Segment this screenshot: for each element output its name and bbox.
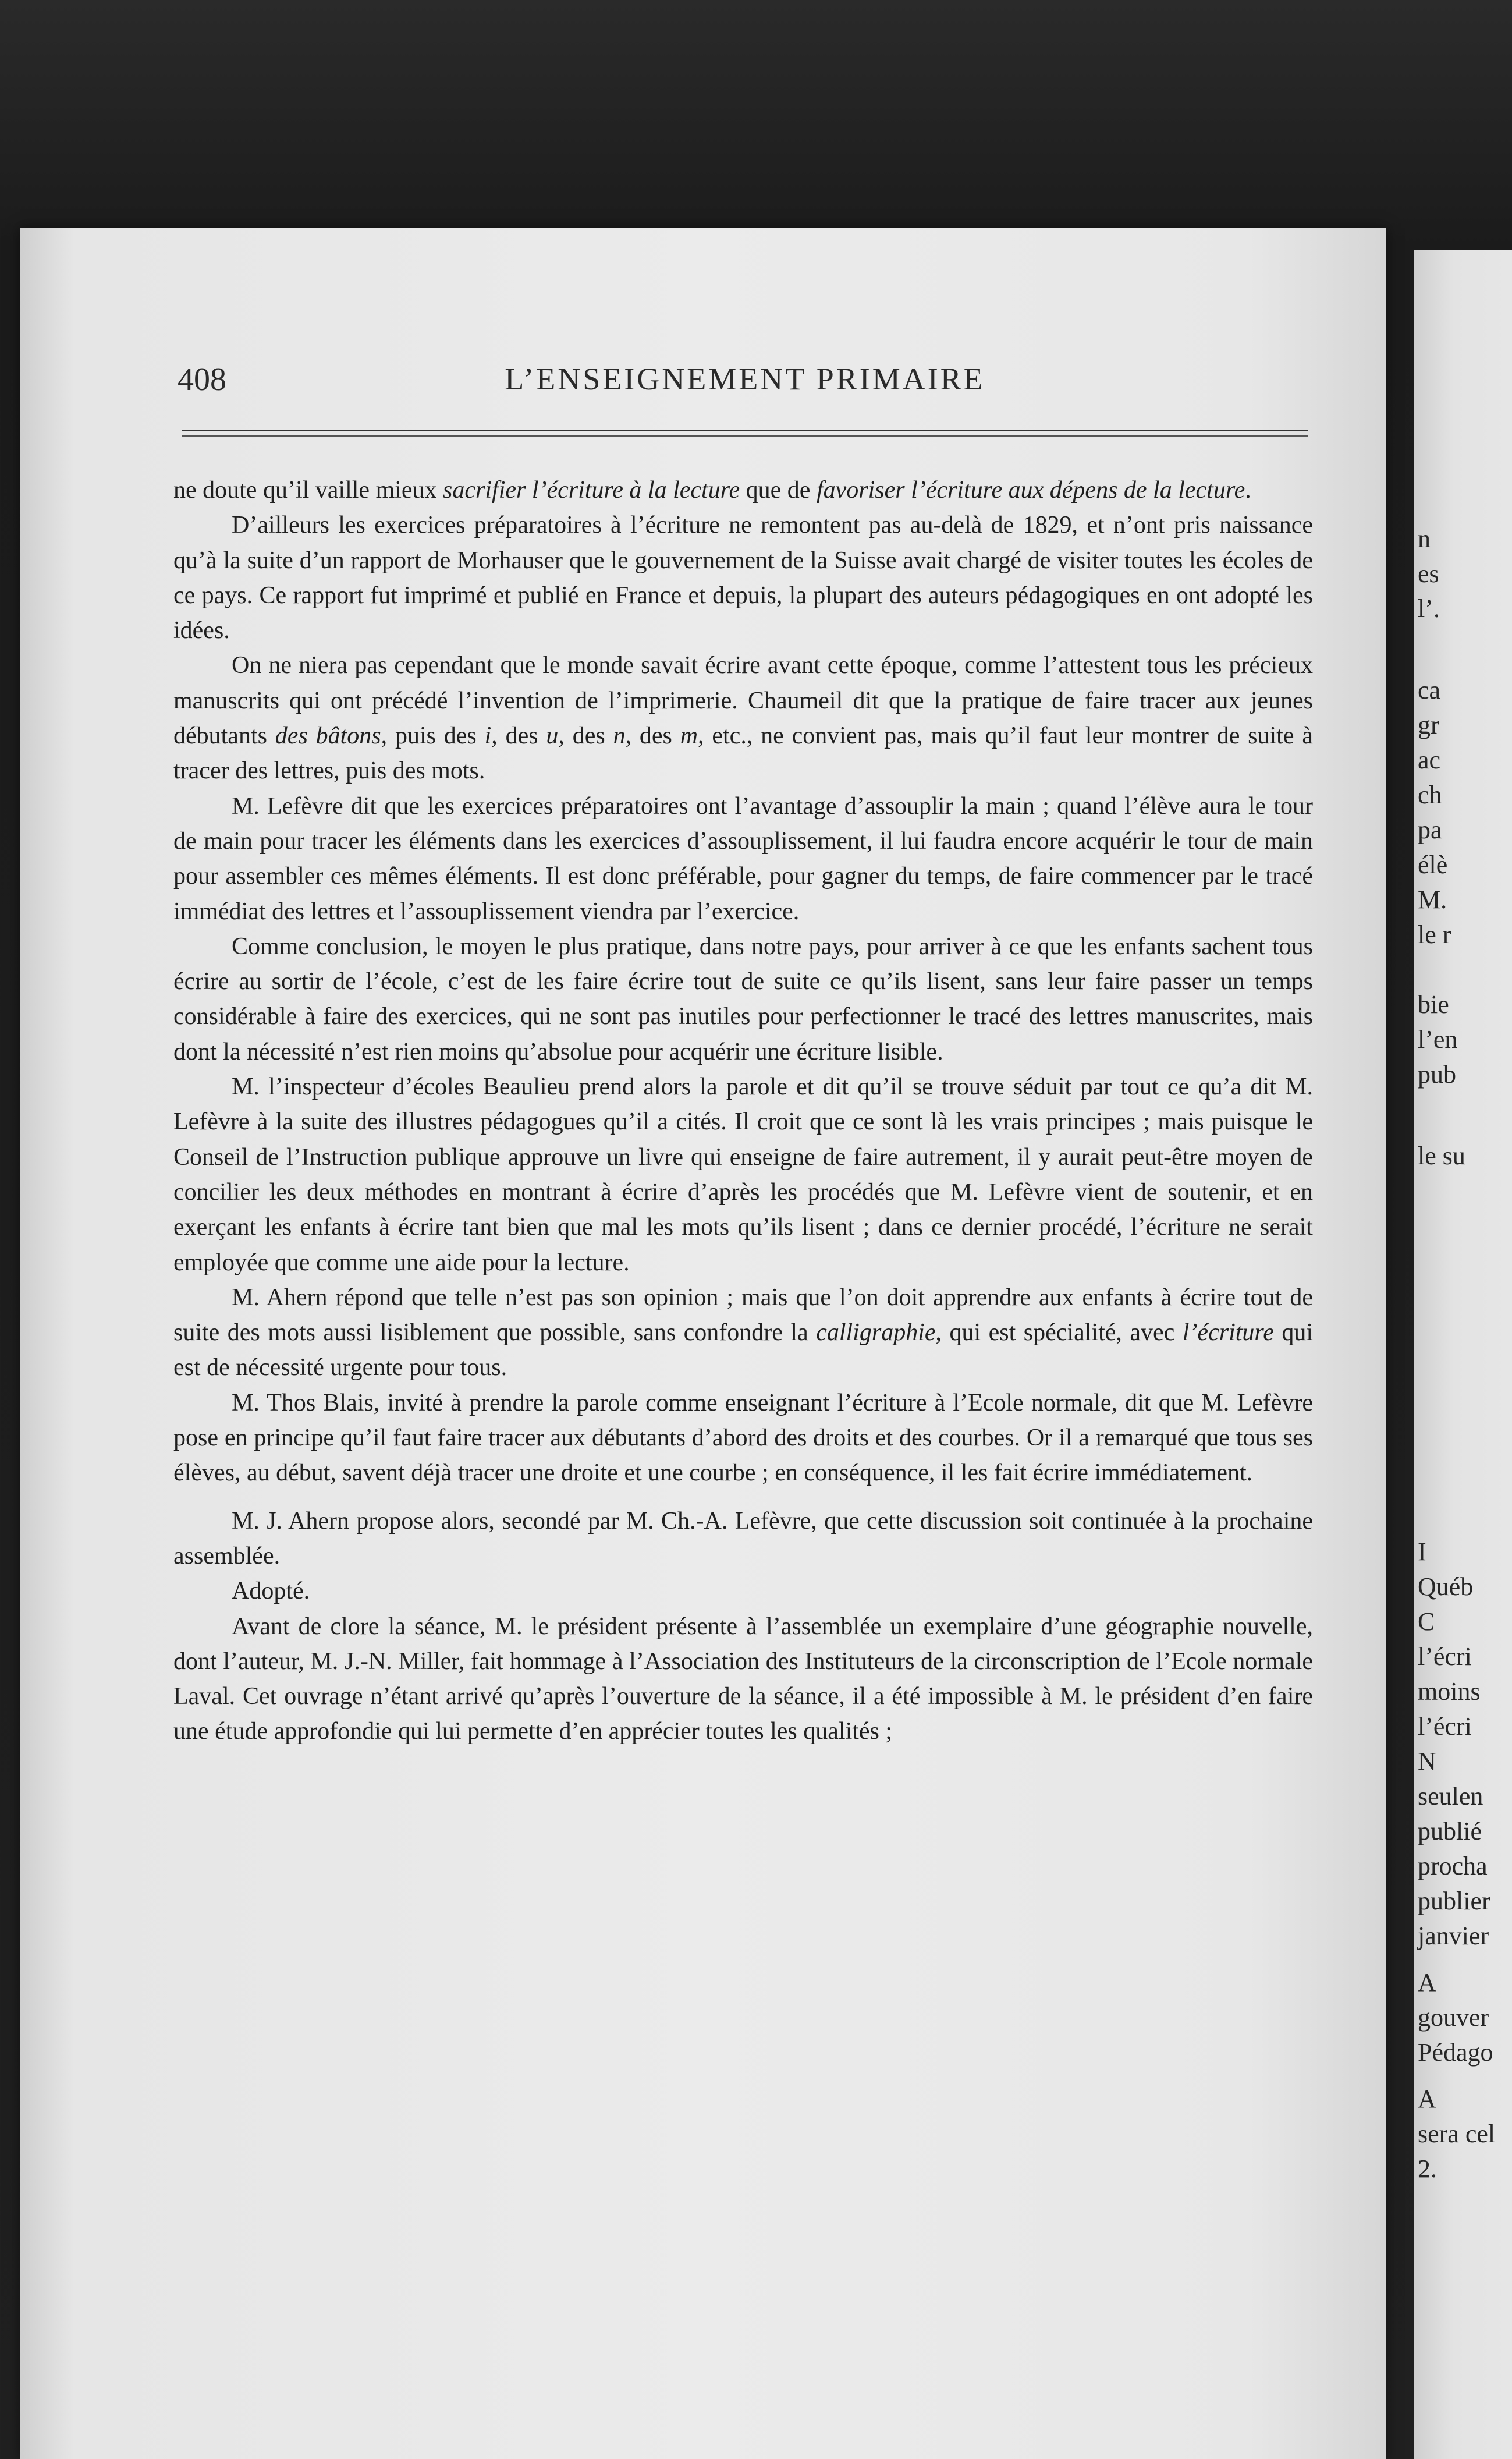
- adjacent-page-fragment: ac: [1418, 746, 1441, 774]
- body-text: [173, 473, 1313, 1749]
- header-rule: [182, 430, 1308, 431]
- paragraph: M. Ahern répond que telle n’est pas son opinion ; mais que l’on doit apprendre aux enfants à écrire tout de suite des mots aussi lisiblement que possible, sans confondre la calligraphie, qui est spécialité, avec l’écriture qui est de nécessité urgente pour tous.: [173, 1284, 1313, 1381]
- adjacent-page-fragment: ca: [1418, 676, 1441, 704]
- adjacent-page-fragment: janvier: [1418, 1922, 1489, 1950]
- italic-run: m: [680, 722, 698, 750]
- paragraph: On ne niera pas cependant que le monde savait écrire avant cette époque, comme l’attestent tous les précieux manuscrits qui ont précédé l’invention de l’imprimerie. Chaumeil dit que la pratique de faire tracer aux jeunes débutants des bâtons, puis des i, des u, des n, des m, etc., ne convient pas, mais qu’il faut leur montrer de suite à tracer des lettres, puis des mots.: [173, 652, 1313, 785]
- paragraph: M. J. Ahern propose alors, secondé par M. Ch.-A. Lefèvre, que cette discussion soit continuée à la prochaine assemblée.: [173, 1507, 1313, 1569]
- adjacent-page-fragment: sera cel: [1418, 2120, 1496, 2148]
- adjacent-page-fragment: es: [1418, 559, 1439, 588]
- adjacent-page-fragment: N: [1418, 1747, 1436, 1776]
- adjacent-page-fragment: I: [1418, 1537, 1426, 1566]
- adjacent-page-edge: [1414, 250, 1512, 2459]
- italic-run: sacrifier l’écriture à la lecture: [443, 477, 740, 504]
- adjacent-page-fragment: procha: [1418, 1852, 1488, 1880]
- adjacent-page-fragment: publier: [1418, 1887, 1490, 1915]
- adjacent-page-fragment: publié: [1418, 1817, 1482, 1845]
- adjacent-page-fragment: le su: [1418, 1142, 1465, 1170]
- adjacent-page-fragment: M.: [1418, 885, 1447, 914]
- adjacent-page-fragment: seulen: [1418, 1782, 1483, 1810]
- page-number: 408: [178, 362, 226, 398]
- paragraph: Avant de clore la séance, M. le président présente à l’assemblée un exemplaire d’une géographie nouvelle, dont l’auteur, M. J.-N. Miller, fait hommage à l’Association des Instituteurs de la circonscription de l’Ecole normale Laval. Cet ouvrage n’étant arrivé qu’après l’ouverture de la séance, il a été impossible à M. le président d’en faire une étude approfondie qui lui permette d’en apprécier toutes les qualités ;: [173, 1613, 1313, 1745]
- adjacent-page-fragment: ch: [1418, 781, 1442, 809]
- adjacent-page-fragment: n: [1418, 525, 1431, 553]
- adjacent-page-fragment: l’écri: [1418, 1712, 1472, 1741]
- adjacent-page-fragment: Pédago: [1418, 2038, 1493, 2067]
- paragraph: ne doute qu’il vaille mieux sacrifier l’écriture à la lecture que de favoriser l’écriture aux dépens de la lecture.: [173, 477, 1251, 504]
- adjacent-page-fragment: 2.: [1418, 2155, 1437, 2183]
- italic-run: n: [613, 722, 626, 750]
- italic-run: des bâtons: [275, 722, 381, 750]
- adjacent-page-fragment: gouver: [1418, 2003, 1489, 2032]
- adjacent-page-fragment: C: [1418, 1607, 1435, 1636]
- adjacent-page-fragment: moins: [1418, 1677, 1481, 1706]
- page-header: [178, 361, 1312, 408]
- paragraph: Comme conclusion, le moyen le plus pratique, dans notre pays, pour arriver à ce que les enfants sachent tous écrire au sortir de l’école, c’est de les faire écrire tout de suite ce qu’ils lisent, sans leur faire passer un temps considérable à faire des exercices, qui ne sont pas inutiles pour perfectionner le tracé des lettres manuscrites, mais dont la nécessité n’est rien moins qu’absolue pour acquérir une écriture lisible.: [173, 933, 1313, 1065]
- adjacent-page-fragment: bie: [1418, 990, 1449, 1019]
- adjacent-page-fragment: Québ: [1418, 1572, 1474, 1601]
- adjacent-page-fragment: l’écri: [1418, 1642, 1472, 1671]
- paragraph: M. Lefèvre dit que les exercices préparatoires ont l’avantage d’assouplir la main ; quand l’élève aura le tour de main pour tracer les éléments dans les exercices d’assouplissement, il lui faudra encore acquérir le tour de main pour assembler ces mêmes éléments. Il est donc préférable, pour gagner du temps, de faire commencer par le tracé immédiat des lettres et l’assouplissement viendra par l’exercice.: [173, 792, 1313, 925]
- paragraph: M. l’inspecteur d’écoles Beaulieu prend alors la parole et dit qu’il se trouve séduit par tout ce qu’a dit M. Lefèvre à la suite des illustres pédagogues qu’il a cités. Il croit que ce sont là les vrais principes ; mais puisque le Conseil de l’Instruction publique approuve un livre qui enseigne de faire autrement, il y aurait peut-être moyen de concilier les deux méthodes en montrant à écrire d’après les procédés que M. Lefèvre vient de soutenir, et en exerçant les enfants à écrire tant bien que mal les mots qu’ils lisent ; dans ce dernier procédé, l’écriture ne serait employée que comme une aide pour la lecture.: [173, 1073, 1313, 1276]
- adjacent-page-fragment: A: [1418, 1968, 1436, 1997]
- italic-run: calligraphie: [816, 1319, 936, 1347]
- adjacent-page-fragment: pa: [1418, 816, 1442, 844]
- italic-run: u: [546, 722, 559, 750]
- adjacent-page-fragment: élè: [1418, 851, 1448, 879]
- paragraph: M. Thos Blais, invité à prendre la parole comme enseignant l’écriture à l’Ecole normale, dit que M. Lefèvre pose en principe qu’il faut faire tracer aux débutants d’abord des droits et des courbes. Or il a remarqué que tous ses élèves, au début, savent déjà tracer une droite et une courbe ; en conséquence, il les fait écrire immédiatement.: [173, 1389, 1313, 1487]
- italic-run: l’écriture: [1182, 1319, 1274, 1347]
- italic-run: i: [484, 722, 492, 750]
- adjacent-page-fragment: l’en: [1418, 1025, 1458, 1054]
- italic-run: favoriser l’écriture aux dépens de la lecture: [816, 477, 1245, 504]
- adjacent-page-fragment: pub: [1418, 1060, 1456, 1089]
- adjacent-page-fragment: A: [1418, 2085, 1436, 2113]
- adjacent-page-fragment: l’.: [1418, 594, 1440, 623]
- header-rule-secondary: [182, 435, 1308, 437]
- adjacent-page-fragment: gr: [1418, 711, 1439, 739]
- running-title: L’ENSEIGNEMENT PRIMAIRE: [505, 362, 985, 396]
- adjacent-page-fragment: le r: [1418, 920, 1451, 949]
- paragraph: D’ailleurs les exercices préparatoires à l’écriture ne remontent pas au-delà de 1829, et n’ont pris naissance qu’à la suite d’un rapport de Morhauser que le gouvernement de la Suisse avait chargé de visiter toutes les écoles de ce pays. Ce rapport fut imprimé et publié en France et depuis, la plupart des auteurs pédagogiques en ont adopté les idées.: [173, 512, 1313, 644]
- paragraph: Adopté.: [232, 1578, 310, 1605]
